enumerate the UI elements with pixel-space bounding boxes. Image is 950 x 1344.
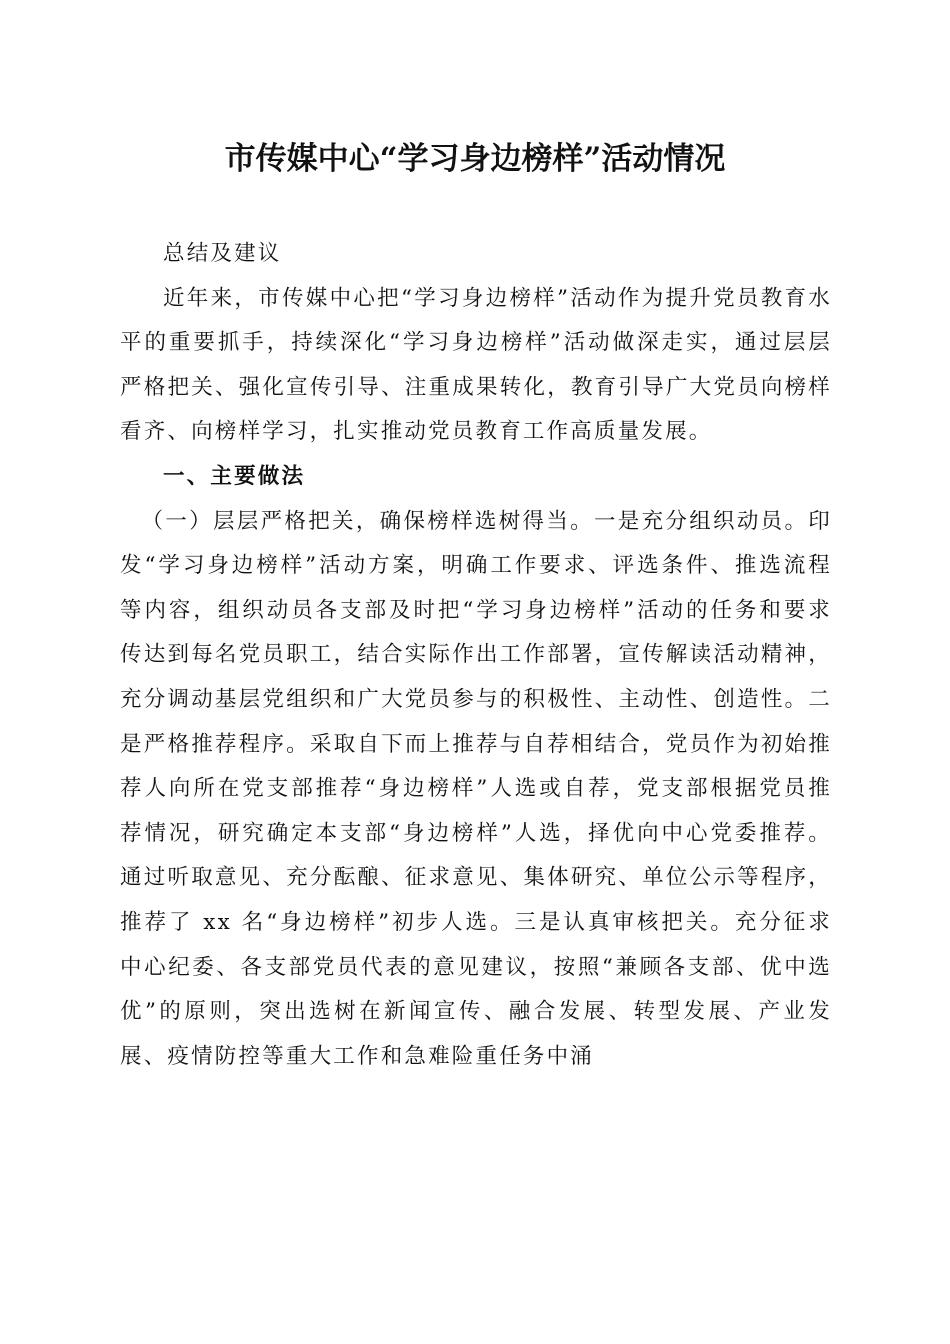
section-heading: 一、主要做法	[163, 463, 306, 489]
document-title: 市传媒中心“学习身边榜样”活动情况	[224, 141, 726, 177]
document-body	[120, 232, 832, 1079]
section-paragraph	[120, 500, 832, 1080]
intro-paragraph: 近年来，市传媒中心把“学习身边榜样”活动作为提升党员教育水平的重要抓手，持续深化“学习身边榜样”活动做深走实，通过层层严格把关、强化宣传引导、注重成果转化，教育引导广大党员向榜样看齐、向榜样学习，扎实推动党员教育工作高质量发展。	[120, 285, 832, 445]
document-subtitle: 总结及建议	[163, 241, 282, 266]
item-heading: （一）层层严格把关，确保榜样选树得当。	[141, 508, 594, 534]
item-body: 一是充分组织动员。印发“学习身边榜样”活动方案，明确工作要求、评选条件、推选流程等内容，组织动员各支部及时把“学习身边榜样”活动的任务和要求传达到每名党员职工，结合实际作出工作部署，宣传解读活动精神，充分调动基层党组织和广大党员参与的积极性、主动性、创造性。二是严格推荐程序。采取自下而上推荐与自荐相结合，党员作为初始推荐人向所在党支部推荐“身边榜样”人选或自荐，党支部根据党员推荐情况，研究确定本支部“身边榜样”人选，择优向中心党委推荐。通过听取意见、充分酝酿、征求意见、集体研究、单位公示等程序，推荐了 xx 名“身边榜样”初步人选。三是认真审核把关。充分征求中心纪委、各支部党员代表的意见建议，按照“兼顾各支部、优中选优”的原则，突出选树在新闻宣传、融合发展、转型发展、产业发展、疫情防控等重大工作和急难险重任务中涌	[120, 508, 832, 1069]
